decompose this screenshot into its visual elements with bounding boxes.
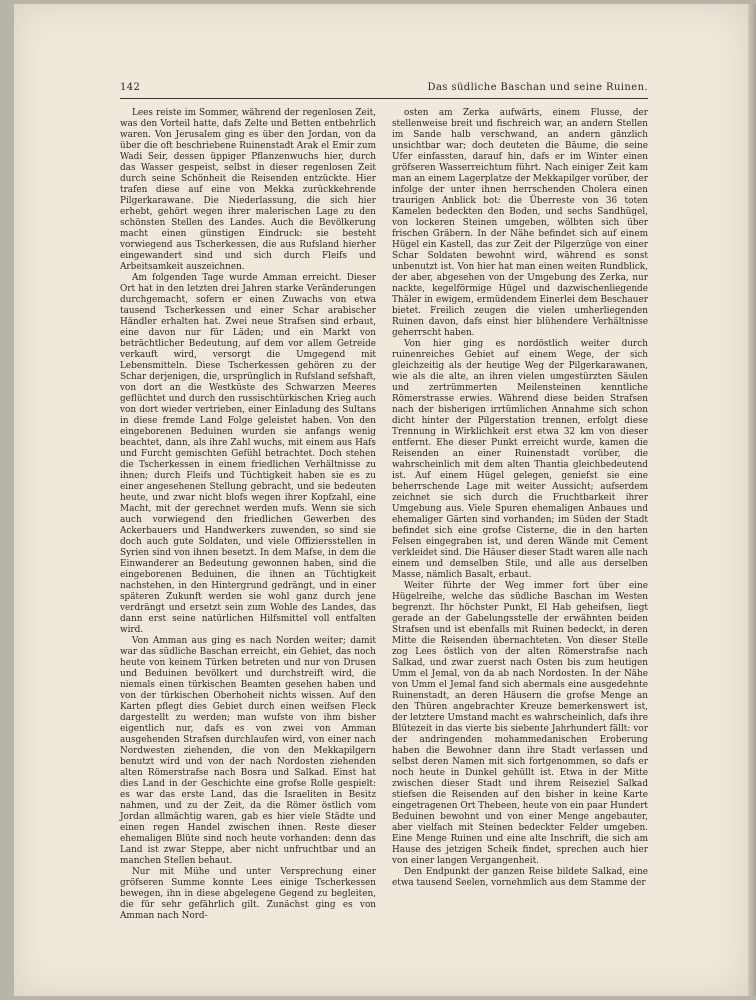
paragraph: Nur mit Mühe und unter Versprechung einer gröfseren Summe konnte Lees einige Tscherkessen bewegen, ihn in diese abgelegene Gegend zu begleiten, die für sehr gefährlich gilt. Zunächst ging es von Amman nach Nord- [120, 867, 376, 921]
page-number: 142 [120, 82, 141, 93]
paragraph: Von hier ging es nordöstlich weiter durch ruinenreiches Gebiet auf einem Wege, der sich gleichzeitig als der heutige Weg der Pilgerkarawanen, wie als die alte, an ihren vielen umgestürzten Säulen und zertrümmerten Meilensteinen kenntliche Römerstrasse erwies. Während diese beiden Strafsen nach der bisherigen irrtümlichen Annahme sich schon dicht hinter der Pilgerstation trennen, erfolgt diese Trennung in Wirklichkeit erst etwa 32 km von dieser entfernt. Ehe dieser Punkt erreicht wurde, kamen die Reisenden an einer Ruinenstadt vorüber, die wahrscheinlich mit dem alten Thantia gleichbedeutend ist. Auf einem Hügel gelegen, geniefst sie eine beherrschende Lage mit weiter Aussicht; aufserdem zeichnet sie sich durch die Fruchtbarkeit ihrer Umgebung aus. Viele Spuren ehemaligen Anbaues und ehemaliger Gärten sind vorhanden; im Süden der Stadt befindet sich eine grofse Cisterne, die in den harten Felsen eingegraben ist, und deren Wände mit Cement verkleidet sind. Die Häuser dieser Stadt waren alle nach einem und demselben Stile, und alle aus derselben Masse, nämlich Basalt, erbaut. [392, 339, 648, 580]
header-rule [120, 98, 648, 99]
page-edge [748, 4, 756, 996]
paragraph: Am folgenden Tage wurde Amman erreicht. Dieser Ort hat in den letzten drei Jahren starke Veränderungen durchgemacht, sofern er einen Zuwachs von etwa tausend Tscherkessen und einer Schar arabischer Händler erhalten hat. Zwei neue Strafsen sind erbaut, eine davon nur für Läden; und ein Markt von beträchtlicher Bedeutung, auf dem vor allem Getreide verkauft wird, versorgt die Umgegend mit Lebensmitteln. Diese Tscherkessen gehören zu der Schar derjenigen, die, ursprünglich in Rufsland sefshaft, von dort an die Westküste des Schwarzen Meeres geflüchtet und durch den russischtürkischen Krieg auch von dort wieder vertrieben, einer Einladung des Sultans in diese fremde Land Folge geleistet haben. Von den eingeborenen Beduinen wurden sie anfangs wenig beachtet, dann, als ihre Zahl wuchs, mit einem aus Hafs und Furcht gemischten Gefühl betrachtet. Doch stehen die Tscherkessen in einem friedlichen Verhältnisse zu ihnen; durch Fleifs und Tüchtigkeit haben sie es zu einer angesehenen Stellung gebracht, und sie bedeuten heute, und zwar nicht blofs wegen ihrer Kopfzahl, eine Macht, mit der gerechnet werden mufs. Wenn sie sich auch vorwiegend den friedlichen Gewerben des Ackerbauers und Handwerkers zuwenden, so sind sie doch auch gute Soldaten, und viele Offiziersstellen in Syrien sind von ihnen besetzt. In dem Mafse, in dem die Einwanderer an Bedeutung gewonnen haben, sind die eingeborenen Beduinen, die ihnen an Tüchtigkeit nachstehen, in den Hintergrund gedrängt, und in einer späteren Zukunft werden sie wohl ganz durch jene verdrängt und ersetzt sein zum Wohle des Landes, das dann erst seine natürlichen Hilfsmittel voll entfalten wird. [120, 273, 376, 635]
paragraph: Lees reiste im Sommer, während der regenlosen Zeit, was den Vorteil hatte, dafs Zelte und Betten entbehrlich waren. Von Jerusalem ging es über den Jordan, von da über die oft beschriebene Ruinenstadt Arak el Emir zum Wadi Seir, dessen üppiger Pflanzenwuchs hier, durch das Wasser gespeist, selbst in dieser regenlosen Zeit durch seine Schönheit die Reisenden entzückte. Hier trafen diese auf eine von Mekka zurückkehrende Pilgerkarawane. Die Niederlassung, die sich hier erhebt, gehört wegen ihrer malerischen Lage zu den schönsten Stellen des Landes. Auch die Bevölkerung macht einen günstigen Eindruck: sie besteht vorwiegend aus Tscherkessen, die aus Rufsland hierher eingewandert sind und sich durch Fleifs und Arbeitsamkeit auszeichnen. [120, 108, 376, 272]
paragraph: Den Endpunkt der ganzen Reise bildete Salkad, eine etwa tausend Seelen, vornehmlich aus dem Stamme der [392, 867, 648, 888]
left-column [120, 108, 376, 922]
paragraph: Weiter führte der Weg immer fort über eine Hügelreihe, welche das südliche Baschan im Westen begrenzt. Ihr höchster Punkt, El Hab geheifsen, liegt gerade an der Gabelungsstelle der erwähnten beiden Strafsen und ist ebenfalls mit Ruinen bedeckt, in deren Mitte die Reisenden übernachteten. Von dieser Stelle zog Lees östlich von der alten Römerstrafse nach Salkad, und zwar zuerst nach Osten bis zum heutigen Umm el Jemal, von da ab nach Nordosten. In der Nähe von Umm el Jemal fand sich abermals eine ausgedehnte Ruinenstadt, an deren Häusern die grofse Menge an den Thüren angebrachter Kreuze bemerkenswert ist, der letztere Umstand macht es wahrscheinlich, dafs ihre Blütezeit in das vierte bis siebente Jahrhundert fällt: vor der andringenden mohammedanischen Eroberung haben die Bewohner dann ihre Stadt verlassen und selbst deren Namen mit sich fortgenommen, so dafs er noch heute in Dunkel gehüllt ist. Etwa in der Mitte zwischen dieser Stadt und ihrem Reiseziel Salkad stiefsen die Reisenden auf den bisher in keine Karte eingetragenen Ort Thebeen, heute von ein paar Hundert Beduinen bewohnt und von einer Menge angebauter, aber vielfach mit Steinen bedeckter Felder umgeben. Eine Menge Ruinen und eine alte Inschrift, die sich am Hause des jetzigen Scheik findet, sprechen auch hier von einer langen Vergangenheit. [392, 581, 648, 866]
paragraph: osten am Zerka aufwärts, einem Flusse, der stellenweise breit und fischreich war, an andern Stellen im Sande halb verschwand, an andern gänzlich unsichtbar war; doch deuteten die Bäume, die seine Ufer einfassten, darauf hin, dafs er im Winter einen gröfseren Wasserreichtum führt. Nach einiger Zeit kam man an einem Lagerplatze der Mekkapilger vorüber, der infolge der unter ihnen herrschenden Cholera einen traurigen Anblick bot: die Überreste von 36 toten Kamelen bedeckten den Boden, und sechs Sandhügel, von lockeren Steinen umgeben, wölbten sich über frischen Gräbern. In der Nähe befindet sich auf einem Hügel ein Kastell, das zur Zeit der Pilgerzüge von einer Schar Soldaten bewohnt wird, während es sonst unbenutzt ist. Von hier hat man einen weiten Rundblick, der aber, abgesehen von der Umgebung des Zerka, nur nackte, kegelförmige Hügel und dazwischenliegende Thäler in ewigem, ermüdendem Einerlei dem Beschauer bietet. Freilich zeugen die vielen umherliegenden Ruinen davon, dafs einst hier blühendere Verhältnisse geherrscht haben. [392, 108, 648, 338]
paragraph: Von Amman aus ging es nach Norden weiter; damit war das südliche Baschan erreicht, ein Gebiet, das noch heute von keinem Türken betreten und nur von Drusen und Beduinen bevölkert und durchstreift wird, die niemals einen türkischen Beamten gesehen haben und von der türkischen Oberhoheit nichts wissen. Auf den Karten pflegt dies Gebiet durch einen weifsen Fleck dargestellt zu werden; man wufste von ihm bisher eigentlich nur, dafs es von zwei von Amman ausgehenden Strafsen durchlaufen wird, von einer nach Nordwesten ziehenden, die von den Mekkapilgern benutzt wird und von der nach Nordosten ziehenden alten Römerstrafse nach Bosra und Salkad. Einst hat dies Land in der Geschichte eine grofse Rolle gespielt: es war das erste Land, das die Israeliten in Besitz nahmen, und zu der Zeit, da die Römer östlich vom Jordan allmächtig waren, gab es hier viele Städte und einen regen Handel zwischen ihnen. Reste dieser ehemaligen Blüte sind noch heute vorhanden: denn das Land ist zwar Steppe, aber nicht unfruchtbar und an manchen Stellen behaut. [120, 636, 376, 866]
running-head [120, 82, 648, 93]
right-column [392, 108, 648, 889]
running-title: Das südliche Baschan und seine Ruinen. [427, 82, 648, 93]
